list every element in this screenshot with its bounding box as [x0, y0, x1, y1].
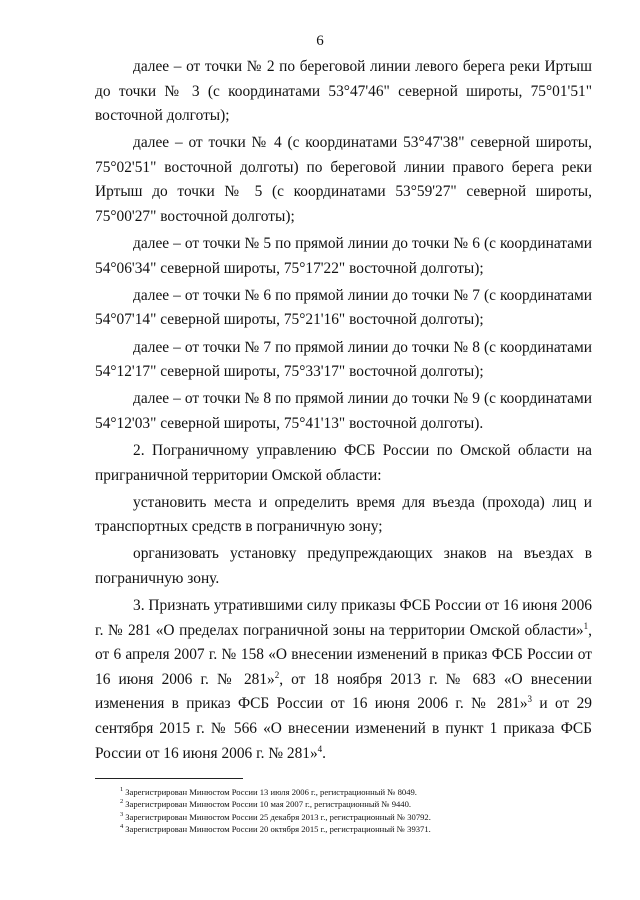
footnote-text: Зарегистрирован Минюстом России 25 декабря 2013 г., регистрационный № 30792.: [125, 811, 431, 822]
item3-text-3: , от 18 ноября 2013 г. № 683 «О внесении изменения в приказ ФСБ России от 16 июня 2006 г. № 281»: [95, 670, 592, 713]
paragraph-point-5-6: далее – от точки № 5 по прямой линии до точки № 6 (с координатами 54°06'34" северной широты, 75°17'22" восточной долготы);: [95, 235, 592, 277]
footnote-ref-3: 3: [527, 694, 533, 705]
item3-text-2: , от 6 апреля 2007 г. № 158 «О внесении изменений в приказ ФСБ России от 16 июня 2006 г. № 281»: [95, 621, 592, 688]
footnote-mark: 2: [120, 798, 124, 806]
footnote-separator: [95, 778, 243, 779]
footnotes: [120, 786, 590, 836]
page-number: 6: [316, 33, 324, 49]
paragraph-point-8-9: далее – от точки № 8 по прямой линии до точки № 9 (с координатами 54°12'03" северной широты, 75°41'13" восточной долготы).: [95, 390, 592, 432]
footnote-mark: 3: [120, 810, 124, 818]
footnote-text: Зарегистрирован Минюстом России 10 мая 2007 г., регистрационный № 9440.: [125, 799, 412, 810]
footnote-ref-1: 1: [583, 620, 589, 631]
footnote-text: Зарегистрирован Минюстом России 13 июля 2006 г., регистрационный № 8049.: [125, 787, 417, 797]
item3-text-4: и от 29 сентября 2015 г. № 566 «О внесении изменений в пункт 1 приказа ФСБ России от 16 июня 2006 г. № 281»: [95, 695, 593, 762]
paragraph-point-4-5: далее – от точки № 4 (с координатами 53°47'38" северной широты, 75°02'51" восточной долготы) по береговой линии правого берега реки Иртыш до точки № 5 (с координатами 53°59'27" северной широты, 75°00'27" восточной долготы);: [95, 134, 592, 226]
footnote-text: Зарегистрирован Минюстом России 20 октября 2015 г., регистрационный № 39371.: [125, 824, 431, 835]
footnote-mark: 4: [120, 823, 124, 831]
paragraph-item-2-task-1: установить места и определить время для въезда (прохода) лиц и транспортных средств в пограничную зону;: [95, 493, 592, 536]
footnote-ref-4: 4: [317, 743, 323, 754]
item3-text-1: 3. Признать утратившими силу приказы ФСБ России от 16 июня 2006 г. № 281 «О пределах пограничной зоны на территории Омской области»: [95, 596, 592, 639]
paragraph-item-2: 2. Пограничному управлению ФСБ России по Омской области на приграничной территории Омской области:: [95, 441, 592, 484]
document-body: [95, 55, 592, 766]
footnote-2: [120, 798, 590, 810]
footnote-4: [120, 823, 590, 835]
footnote-3: [120, 811, 590, 823]
footnote-mark: 1: [120, 786, 124, 793]
paragraph-point-7-8: далее – от точки № 7 по прямой линии до точки № 8 (с координатами 54°12'17" северной широты, 75°33'17" восточной долготы);: [95, 338, 592, 381]
paragraph-point-6-7: далее – от точки № 6 по прямой линии до точки № 7 (с координатами 54°07'14" северной широты, 75°21'16" восточной долготы);: [95, 286, 592, 329]
paragraph-item-2-task-2: организовать установку предупреждающих знаков на въездах в пограничную зону.: [95, 545, 592, 587]
paragraph-item-3: [95, 594, 592, 766]
footnote-1: [120, 786, 590, 798]
item3-text-5: .: [322, 744, 327, 762]
footnote-ref-2: 2: [274, 669, 280, 680]
paragraph-point-2-3: далее – от точки № 2 по береговой линии левого берега реки Иртыш до точки № 3 (с координатами 53°47'46" северной широты, 75°01'51" восточной долготы);: [95, 58, 592, 125]
